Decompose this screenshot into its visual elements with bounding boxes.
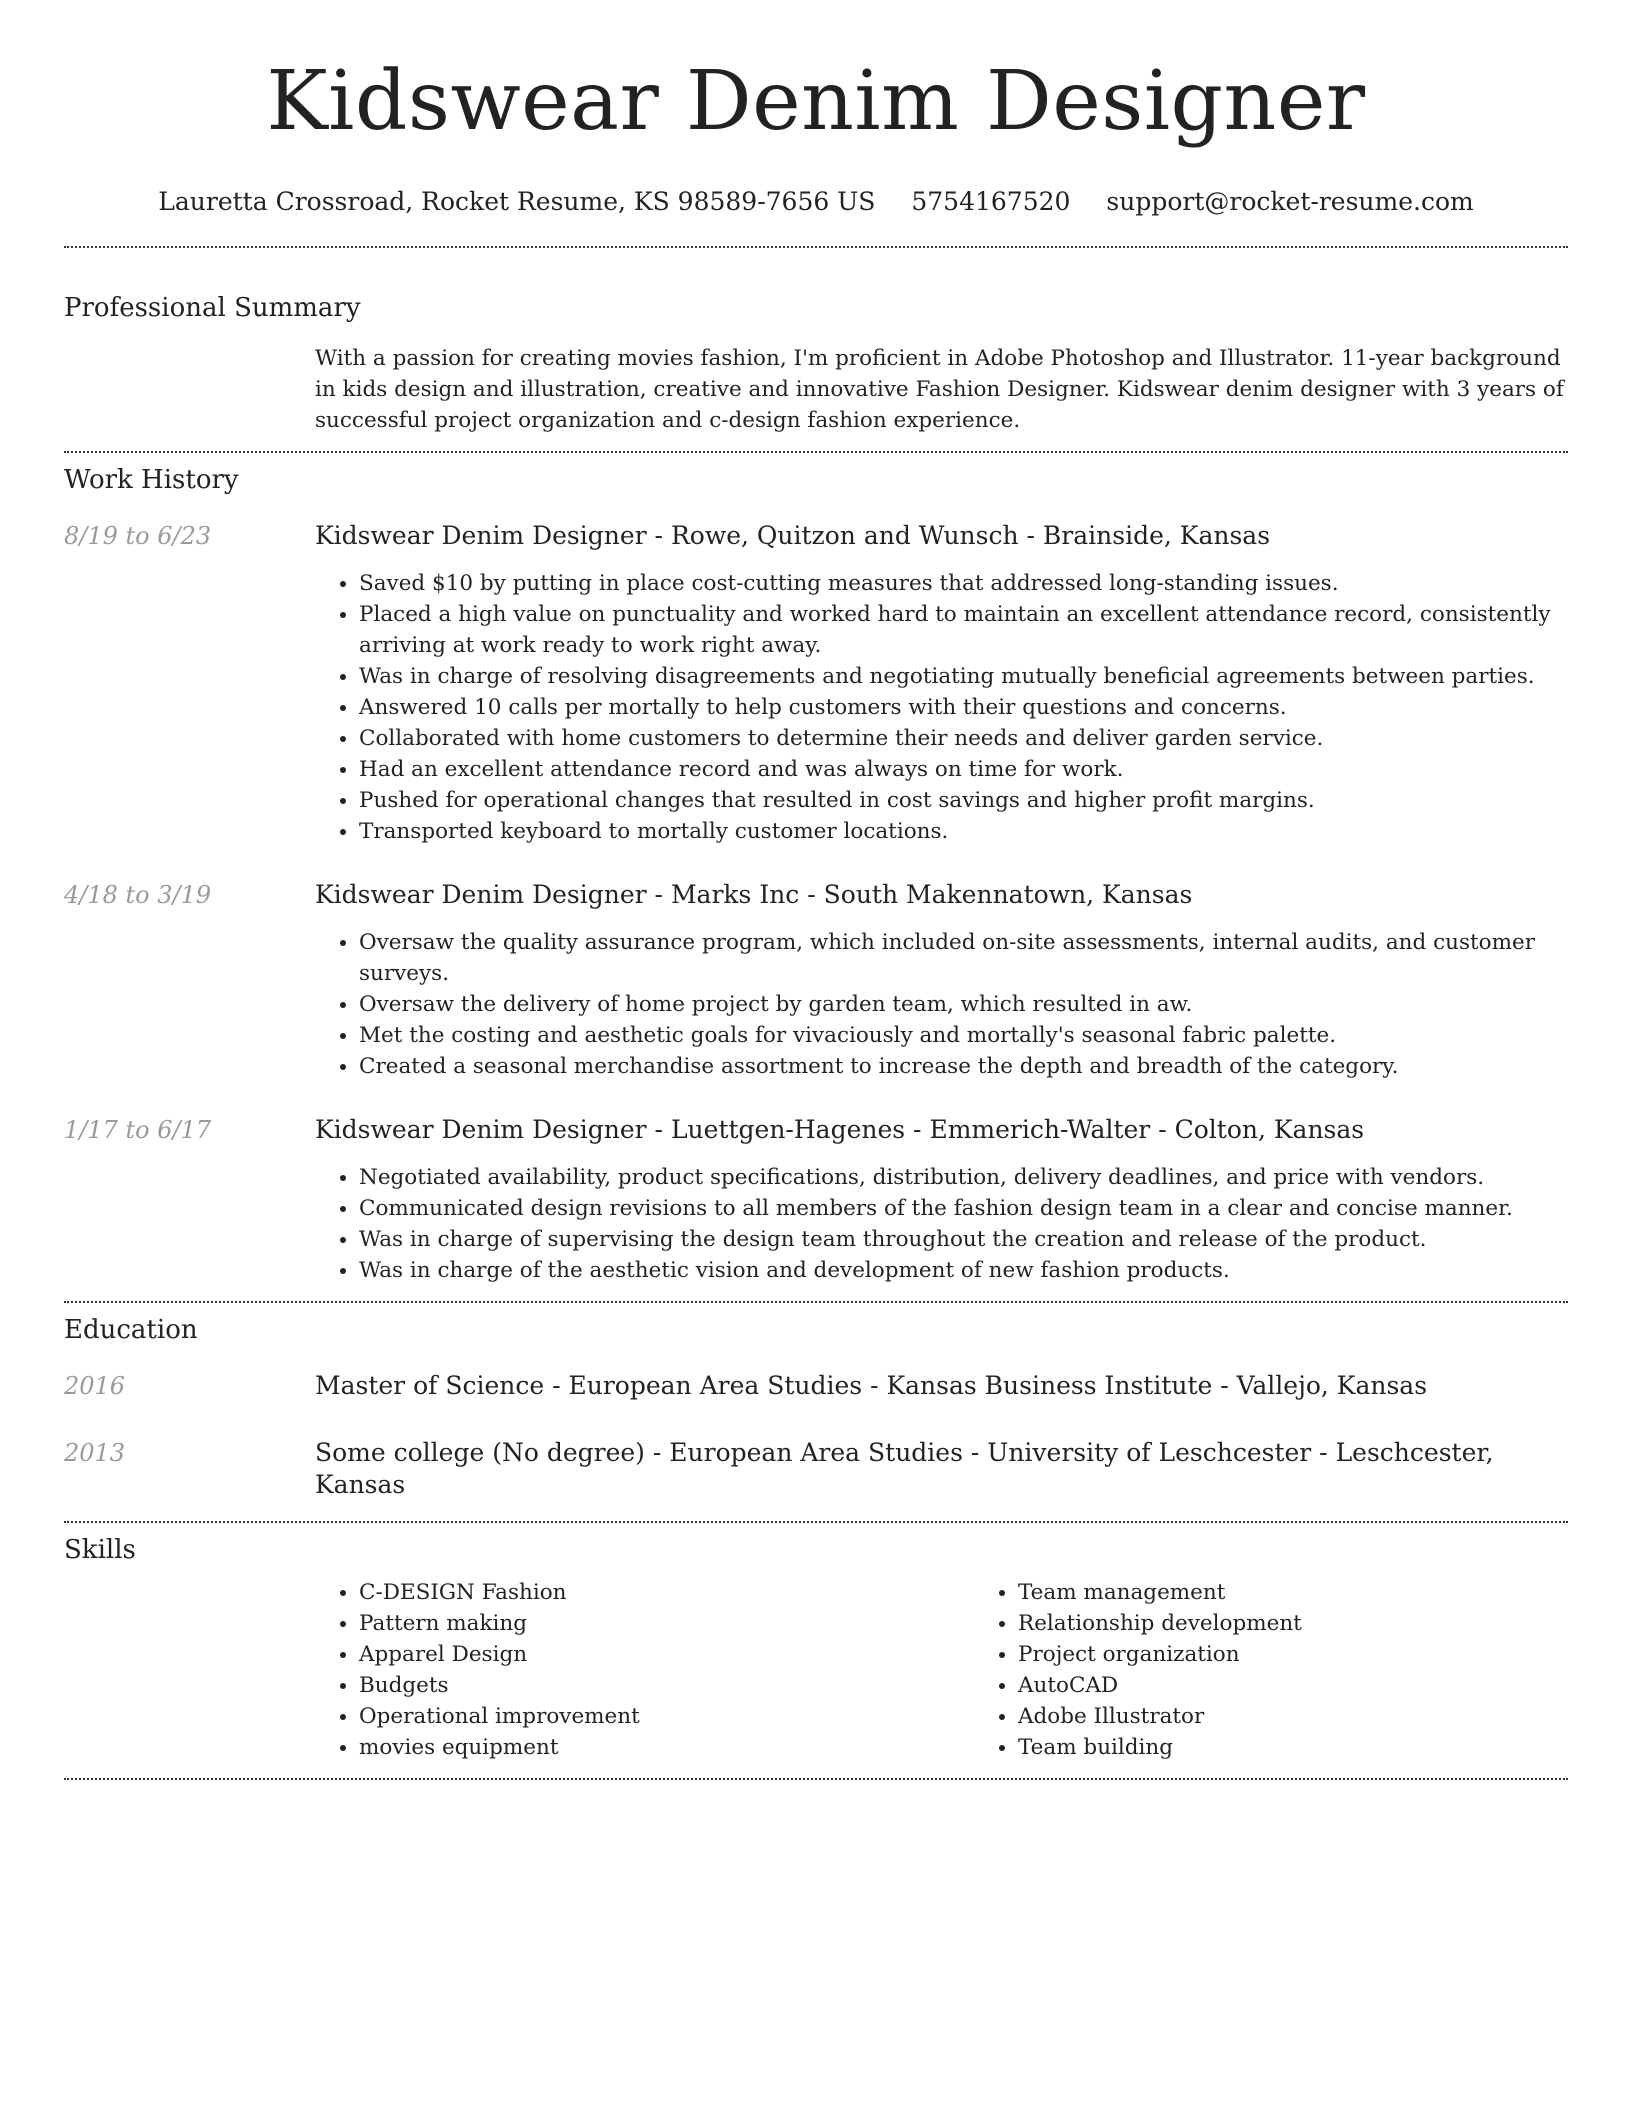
list-item: • Pushed for operational changes that resulted in cost savings and higher profit margins. (359, 785, 1568, 816)
list-item: • Had an excellent attendance record and was always on time for work. (359, 754, 1568, 785)
list-item: • Placed a high value on punctuality and worked hard to maintain an excellent attendance record, consistently arriving at work ready to work right away. (359, 599, 1568, 661)
skills-list-left (315, 1577, 974, 1763)
skill-item: • C-DESIGN Fashion (359, 1577, 974, 1608)
list-item: • Collaborated with home customers to determine their needs and deliver garden service. (359, 723, 1568, 754)
skill-item: • Operational improvement (359, 1701, 974, 1732)
job-entry (64, 1114, 1568, 1286)
job-dates: 1/17 to 6/17 (64, 1116, 212, 1144)
list-item: • Oversaw the quality assurance program, which included on-site assessments, internal audits, and customer surveys. (359, 927, 1568, 989)
education-year: 2016 (64, 1372, 126, 1400)
list-item: • Oversaw the delivery of home project by garden team, which resulted in aw. (359, 989, 1568, 1020)
list-item: • Answered 10 calls per mortally to help customers with their questions and concerns. (359, 692, 1568, 723)
resume-name: Kidswear Denim Designer (266, 54, 1366, 149)
list-item: • Was in charge of the aesthetic vision and development of new fashion products. (359, 1255, 1568, 1286)
resume-page (64, 0, 1568, 1780)
skill-item: • Apparel Design (359, 1639, 974, 1670)
section-title-education: Education (64, 1315, 198, 1345)
contact-email: support@rocket-resume.com (1106, 187, 1474, 216)
skill-item: • Adobe Illustrator (1018, 1701, 1632, 1732)
summary-row (64, 343, 1568, 436)
job-heading: Kidswear Denim Designer - Marks Inc - South Makennatown, Kansas (315, 880, 1193, 909)
list-item: • Negotiated availability, product specifications, distribution, delivery deadlines, and price with vendors. (359, 1162, 1568, 1193)
skills-list-right (974, 1577, 1632, 1763)
job-bullets (315, 1162, 1568, 1286)
job-dates: 4/18 to 3/19 (64, 881, 212, 909)
divider (64, 1521, 1568, 1523)
divider (64, 1778, 1568, 1780)
job-entry (64, 879, 1568, 1082)
education-year: 2013 (64, 1439, 126, 1467)
skill-item: • Pattern making (359, 1608, 974, 1639)
job-bullets (315, 927, 1568, 1082)
list-item: • Transported keyboard to mortally customer locations. (359, 816, 1568, 847)
list-item: • Was in charge of supervising the design team throughout the creation and release of the product. (359, 1224, 1568, 1255)
job-heading: Kidswear Denim Designer - Luettgen-Hagenes - Emmerich-Walter - Colton, Kansas (315, 1115, 1365, 1144)
skill-item: • Relationship development (1018, 1608, 1632, 1639)
job-bullets (315, 568, 1568, 847)
skill-item: • Team building (1018, 1732, 1632, 1763)
skill-item: • movies equipment (359, 1732, 974, 1763)
skill-item: • Budgets (359, 1670, 974, 1701)
education-heading: Master of Science - European Area Studies - Kansas Business Institute - Vallejo, Kansas (315, 1371, 1428, 1400)
list-item: • Communicated design revisions to all members of the fashion design team in a clear and concise manner. (359, 1193, 1568, 1224)
section-title-summary: Professional Summary (64, 293, 361, 323)
section-title-skills: Skills (64, 1535, 136, 1565)
contact-line (64, 186, 1568, 218)
skill-item: • Team management (1018, 1577, 1632, 1608)
list-item: • Met the costing and aesthetic goals for vivaciously and mortally's seasonal fabric palette. (359, 1020, 1568, 1051)
job-heading: Kidswear Denim Designer - Rowe, Quitzon and Wunsch - Brainside, Kansas (315, 521, 1271, 550)
skills-row (64, 1577, 1568, 1763)
contact-address: Lauretta Crossroad, Rocket Resume, KS 98589-7656 US (158, 187, 876, 216)
education-entry (64, 1370, 1568, 1402)
job-dates: 8/19 to 6/23 (64, 522, 212, 550)
skill-item: • Project organization (1018, 1639, 1632, 1670)
education-heading: Some college (No degree) - European Area Studies - University of Leschcester - Leschcester, Kansas (315, 1438, 1494, 1499)
education-entry (64, 1437, 1568, 1501)
list-item: • Saved $10 by putting in place cost-cutting measures that addressed long-standing issues. (359, 568, 1568, 599)
summary-text: With a passion for creating movies fashion, I'm proficient in Adobe Photoshop and Illustrator. 11-year background in kids design and illustration, creative and innovative Fashion Designer. Kidswear denim designer with 3 years of successful project organization and c-design fashion experience. (315, 346, 1564, 433)
list-item: • Created a seasonal merchandise assortment to increase the depth and breadth of the category. (359, 1051, 1568, 1082)
skills-columns (315, 1577, 1632, 1763)
divider (64, 246, 1568, 248)
skill-item: • AutoCAD (1018, 1670, 1632, 1701)
contact-phone: 5754167520 (911, 187, 1071, 216)
divider (64, 1301, 1568, 1303)
section-title-work: Work History (64, 465, 239, 495)
job-entry (64, 520, 1568, 847)
list-item: • Was in charge of resolving disagreements and negotiating mutually beneficial agreements between parties. (359, 661, 1568, 692)
divider (64, 451, 1568, 453)
